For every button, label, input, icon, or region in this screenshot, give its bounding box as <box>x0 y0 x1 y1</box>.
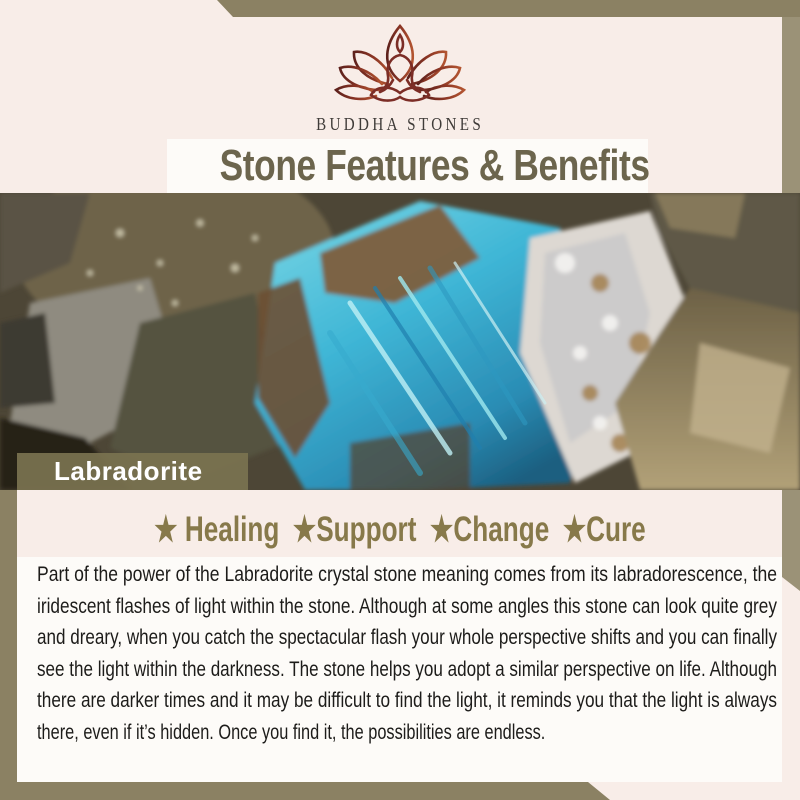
benefits-line <box>0 507 800 553</box>
benefits-items <box>147 507 652 553</box>
benefit-item: ★Cure <box>562 510 646 549</box>
banner <box>167 139 648 193</box>
description-line: iridescent flashes of light within the stone. Although at some angles this stone can look quite grey <box>37 593 777 618</box>
top-ribbon <box>217 0 800 17</box>
lotus-meditation-icon <box>325 22 475 117</box>
description-line: Part of the power of the Labradorite crystal stone meaning comes from its labradorescence, the <box>37 562 777 586</box>
benefit-item: ★ Healing <box>154 510 280 549</box>
stone-name-label: Labradorite <box>17 453 248 490</box>
bottom-ribbon <box>0 782 610 800</box>
description <box>37 559 777 748</box>
description-line: there are darker times and it may be difficult to find the light, it reminds you that the light is always <box>37 688 777 712</box>
benefit-item: ★Change <box>429 510 550 549</box>
labradorite-photo <box>0 193 800 490</box>
brand-name: BUDDHA STONES <box>315 114 484 134</box>
benefit-item: ★Support <box>292 510 417 549</box>
description-line: there, even if it’s hidden. Once you find it, the possibilities are endless. <box>37 719 546 744</box>
description-line: see the light within the darkness. The stone helps you adopt a similar perspective on life. Although <box>37 656 777 681</box>
description-line: and dreary, when you catch the spectacular flash your whole perspective shifts and you can finally <box>37 625 777 649</box>
banner-title: Stone Features & Benefits <box>219 141 650 190</box>
